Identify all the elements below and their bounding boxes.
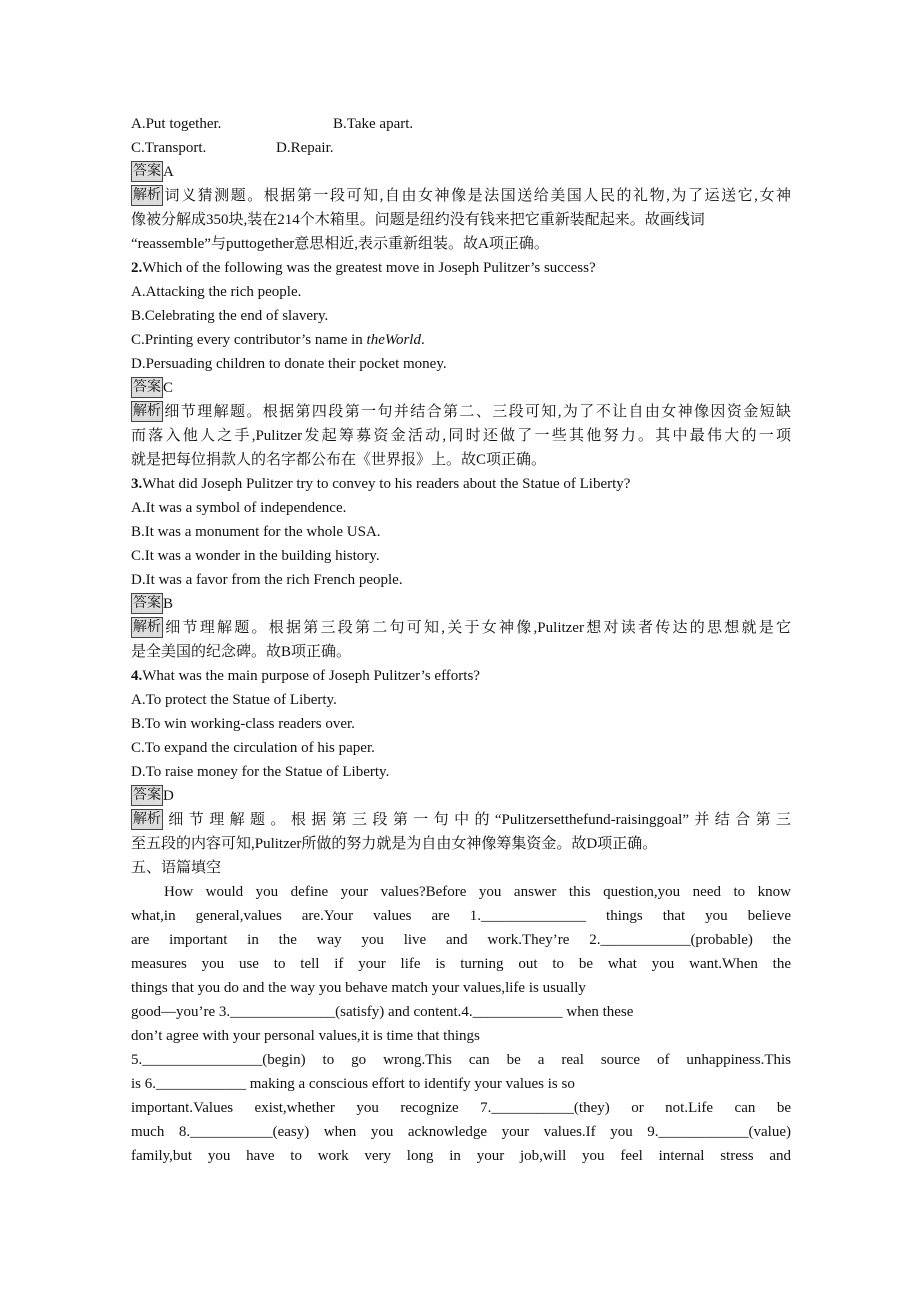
text-line xyxy=(131,1000,791,1024)
text-line xyxy=(131,568,791,592)
line-text: are important in the way you live and work.They’re 2.____________(probable) the xyxy=(131,932,791,948)
text-line xyxy=(131,1072,791,1096)
line-text: B.Celebrating the end of slavery. xyxy=(131,308,329,324)
analysis-badge: 解析 xyxy=(131,185,163,206)
text-line xyxy=(131,976,791,1000)
line-text: 细节理解题。根据第三段第一句中的“Pulitzersetthefund-raisinggoal”并结合第三 xyxy=(163,812,791,828)
line-text: D.It was a favor from the rich French people. xyxy=(131,572,403,588)
question-line xyxy=(131,472,791,496)
line-text: B xyxy=(163,596,174,612)
line-text: D.Persuading children to donate their pocket money. xyxy=(131,356,447,372)
question-number: 2. xyxy=(131,260,143,276)
line-text: “reassemble”与puttogether意思相近,表示重新组装。故A项正确。 xyxy=(131,236,549,252)
line-text: B.To win working-class readers over. xyxy=(131,716,355,732)
line-text: C xyxy=(163,380,174,396)
question-line xyxy=(131,664,791,688)
answer-badge: 答案 xyxy=(131,593,163,614)
line-text: B.It was a monument for the whole USA. xyxy=(131,524,381,540)
option-text: D.Repair. xyxy=(276,140,334,156)
option-text: A.Put together. xyxy=(131,116,222,132)
text-line xyxy=(131,280,791,304)
line-text: How would you define your values?Before you answer this question,you need to know xyxy=(164,884,791,900)
line-text: important.Values exist,whether you recognize 7.___________(they) or not.Life can be xyxy=(131,1100,791,1116)
line-text: 细节理解题。根据第四段第一句并结合第二、三段可知,为了不让自由女神像因资金短缺 xyxy=(163,404,791,420)
analysis-badge: 解析 xyxy=(131,617,163,638)
text-line xyxy=(131,688,791,712)
analysis-line xyxy=(131,808,791,832)
analysis-line xyxy=(131,616,791,640)
line-text: C.To expand the circulation of his paper. xyxy=(131,740,375,756)
line-text: much 8.___________(easy) when you acknowledge your values.If you 9.____________(value) xyxy=(131,1124,791,1140)
answer-line xyxy=(131,376,791,400)
text-line xyxy=(131,208,791,232)
text-line xyxy=(131,424,791,448)
line-text: 五、语篇填空 xyxy=(131,860,222,876)
text-line xyxy=(131,640,791,664)
line-text: what,in general,values are.Your values are 1.______________ things that you believe xyxy=(131,908,791,924)
line-text: 细节理解题。根据第三段第二句可知,关于女神像,Pulitzer想对读者传达的思想就是它 xyxy=(163,620,791,636)
line-text: A.It was a symbol of independence. xyxy=(131,500,347,516)
text-line xyxy=(131,520,791,544)
line-text: C.It was a wonder in the building history. xyxy=(131,548,380,564)
text-line xyxy=(131,1144,791,1168)
line-text: What did Joseph Pulitzer try to convey to his readers about the Statue of Liberty? xyxy=(142,476,631,492)
analysis-line xyxy=(131,400,791,424)
text-line xyxy=(131,544,791,568)
analysis-line xyxy=(131,184,791,208)
answer-badge: 答案 xyxy=(131,161,163,182)
text-line xyxy=(131,448,791,472)
answer-badge: 答案 xyxy=(131,377,163,398)
line-text: A.Attacking the rich people. xyxy=(131,284,302,300)
text-line xyxy=(131,712,791,736)
line-text: family,but you have to work very long in your job,will you feel internal stress and xyxy=(131,1148,791,1164)
text-line xyxy=(131,328,791,352)
answer-badge: 答案 xyxy=(131,785,163,806)
line-text: good—you’re 3.______________(satisfy) and content.4.____________ when these xyxy=(131,1004,634,1020)
question-line xyxy=(131,256,791,280)
line-text: 像被分解成350块,装在214个木箱里。问题是纽约没有钱来把它重新装配起来。故画线词 xyxy=(131,212,705,228)
text-line xyxy=(131,856,791,880)
text-line xyxy=(131,112,791,136)
line-text: is 6.____________ making a conscious effort to identify your values is so xyxy=(131,1076,575,1092)
line-text: things that you do and the way you behave match your values,life is usually xyxy=(131,980,586,996)
question-number: 4. xyxy=(131,668,143,684)
italic-title: theWorld xyxy=(366,332,421,348)
text-line xyxy=(131,880,791,904)
line-text: A.To protect the Statue of Liberty. xyxy=(131,692,337,708)
text-line xyxy=(131,1120,791,1144)
text-line xyxy=(131,496,791,520)
text-line xyxy=(131,928,791,952)
option-text: C.Transport. xyxy=(131,140,207,156)
line-text: D.To raise money for the Statue of Liberty. xyxy=(131,764,390,780)
text-line xyxy=(131,760,791,784)
text-line xyxy=(131,736,791,760)
analysis-badge: 解析 xyxy=(131,401,163,422)
text-line xyxy=(131,136,791,160)
line-text: measures you use to tell if your life is turning out to be what you want.When the xyxy=(131,956,791,972)
text-line xyxy=(131,952,791,976)
line-text: Which of the following was the greatest move in Joseph Pulitzer’s success? xyxy=(142,260,596,276)
question-number: 3. xyxy=(131,476,143,492)
line-text: C.Printing every contributor’s name in xyxy=(131,332,367,348)
line-text: 至五段的内容可知,Pulitzer所做的努力就是为自由女神像筹集资金。故D项正确。 xyxy=(131,836,658,852)
option-text: B.Take apart. xyxy=(333,116,414,132)
text-line xyxy=(131,232,791,256)
text-line xyxy=(131,1048,791,1072)
line-text: 是全美国的纪念碑。故B项正确。 xyxy=(131,644,352,660)
text-line xyxy=(131,904,791,928)
analysis-badge: 解析 xyxy=(131,809,163,830)
text-line xyxy=(131,1096,791,1120)
line-text: What was the main purpose of Joseph Pulitzer’s efforts? xyxy=(142,668,480,684)
line-text: 5.________________(begin) to go wrong.This can be a real source of unhappiness.This xyxy=(131,1052,791,1068)
line-text: 词义猜测题。根据第一段可知,自由女神像是法国送给美国人民的礼物,为了运送它,女神 xyxy=(163,188,791,204)
line-text: 而落入他人之手,Pulitzer发起筹募资金活动,同时还做了一些其他努力。其中最伟大的一项 xyxy=(131,428,791,444)
text-line xyxy=(131,304,791,328)
answer-line xyxy=(131,592,791,616)
document-page xyxy=(131,112,791,1168)
line-text: A xyxy=(163,164,174,180)
line-text: 就是把每位捐款人的名字都公布在《世界报》上。故C项正确。 xyxy=(131,452,547,468)
line-text: don’t agree with your personal values,it is time that things xyxy=(131,1028,480,1044)
line-text: . xyxy=(420,332,425,348)
text-line xyxy=(131,1024,791,1048)
text-line xyxy=(131,832,791,856)
line-text: D xyxy=(163,788,174,804)
answer-line xyxy=(131,160,791,184)
answer-line xyxy=(131,784,791,808)
text-line xyxy=(131,352,791,376)
